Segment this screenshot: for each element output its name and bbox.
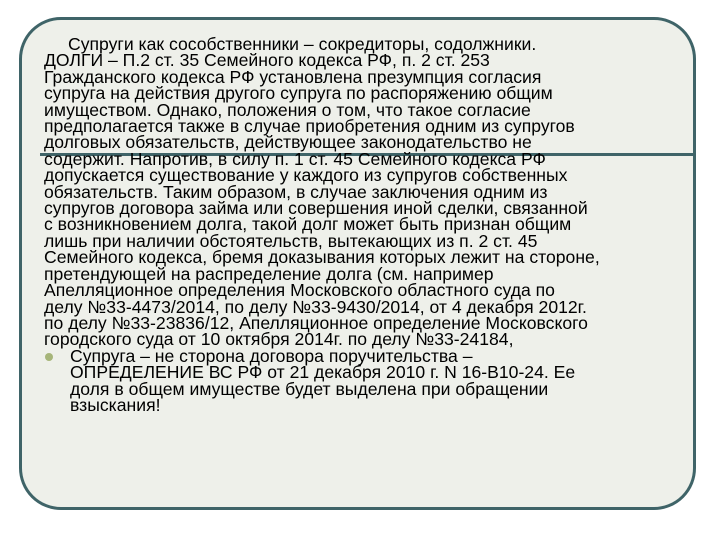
- paragraph-line: Апелляционное определения Московского областного суда по: [44, 280, 555, 301]
- paragraph-line: супругов договора займа или совершения иной сделки, связанной: [44, 198, 588, 219]
- paragraph-line: ДОЛГИ – П.2 ст. 35 Семейного кодекса РФ, п. 2 ст. 253: [44, 50, 490, 71]
- paragraph-line: претендующей на распределение долга (см. например: [44, 263, 494, 284]
- bullet-continuation-line: доля в общем имуществе будет выделена при обращении: [70, 378, 549, 399]
- paragraph-line: с возникновением долга, такой долг может быть признан общим: [44, 214, 572, 235]
- paragraph-line: долговых обязательств, действующее законодательство не: [44, 132, 532, 153]
- paragraph-line: супруга на действия другого супруга по распоряжению общим: [44, 83, 553, 104]
- bullet-continuation-line: ОПРЕДЕЛЕНИЕ ВС РФ от 21 декабря 2010 г. N 16-В10-24. Ее: [70, 362, 576, 383]
- paragraph-line: городского суда от 10 октября 2014г. по делу №33-24184,: [44, 329, 514, 350]
- paragraph-line: имуществом. Однако, положения о том, что такое согласие: [44, 99, 531, 120]
- paragraph-line: предполагается также в случае приобретения одним из супругов: [44, 116, 575, 137]
- bullet-continuation-line: взыскания!: [70, 394, 161, 415]
- paragraph-line: делу №33-4473/2014, по делу №33-9430/2014, от 4 декабря 2012г.: [44, 296, 587, 317]
- bullet-text: Супруга – не сторона договора поручительства –: [70, 345, 473, 366]
- paragraph-line: Супруги как сособственники – сокредиторы, содолжники.: [68, 34, 537, 54]
- paragraph-line: Гражданского кодекса РФ установлена презумпция согласия: [44, 66, 542, 87]
- paragraph-line: по делу №33-23836/12, Апелляционное определение Московского: [44, 312, 588, 333]
- round-bullet-icon: [45, 353, 53, 361]
- slide-body-text: [44, 36, 684, 413]
- paragraph-line: обязательств. Таким образом, в случае заключения одним из: [44, 181, 548, 202]
- paragraph-line: Семейного кодекса, бремя доказывания которых лежит на стороне,: [44, 247, 600, 268]
- paragraph-line: лишь при наличии обстоятельств, вытекающих из п. 2 ст. 45: [44, 230, 538, 251]
- paragraph-line: допускается существование у каждого из супругов собственных: [44, 165, 568, 186]
- paragraph-line: содержит. Напротив, в силу п. 1 ст. 45 Семейного кодекса РФ: [44, 148, 546, 169]
